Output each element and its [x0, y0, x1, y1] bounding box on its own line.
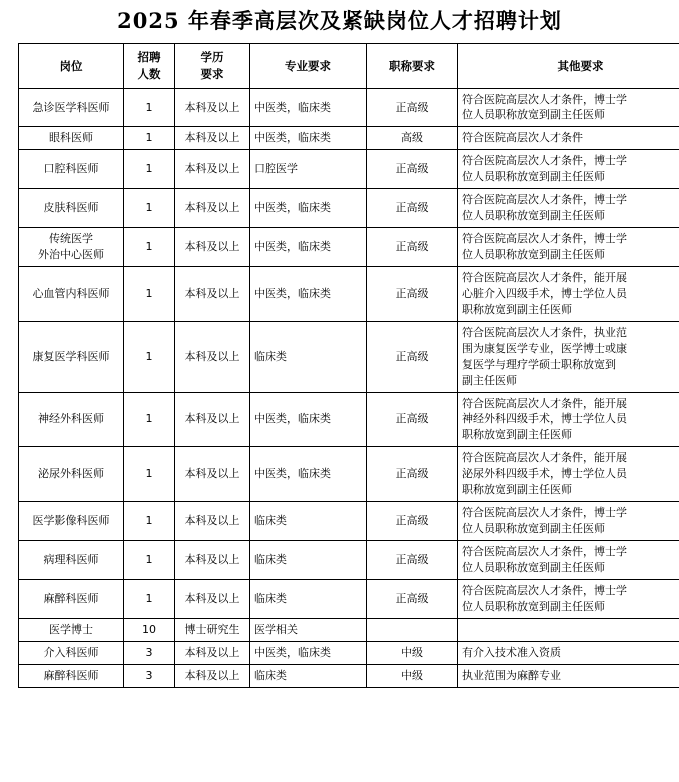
cell-professional-title: 中级: [367, 664, 458, 687]
cell-post: [19, 641, 124, 664]
cell-line: 职称放宽到副主任医师: [462, 482, 679, 498]
column-header-major: 专业要求: [250, 44, 367, 88]
table-row: [19, 664, 679, 687]
table-row: [19, 579, 679, 618]
cell-education: 本科及以上: [175, 127, 250, 150]
table-row: [19, 502, 679, 541]
document-page: [0, 8, 679, 688]
cell-major: 中医类，临床类: [250, 266, 367, 321]
column-header-headcount: [124, 44, 175, 88]
cell-other: [458, 641, 679, 664]
column-header-professional-title: 职称要求: [367, 44, 458, 88]
table-row: [19, 321, 679, 392]
cell-post-lines: [23, 286, 119, 302]
cell-line: 符合医院高层次人才条件，执业范: [462, 325, 679, 341]
cell-line: 位人员职称放宽到副主任医师: [462, 208, 679, 224]
cell-line: 符合医院高层次人才条件，博士学: [462, 231, 679, 247]
cell-post: [19, 189, 124, 228]
cell-other-lines: [462, 92, 679, 124]
cell-post: [19, 618, 124, 641]
cell-line: 介入科医师: [23, 645, 119, 661]
cell-line: 职称放宽到副主任医师: [462, 302, 679, 318]
cell-line: 有介入技术准入资质: [462, 645, 679, 661]
cell-other: [458, 618, 679, 641]
cell-other: [458, 579, 679, 618]
header-line: 招聘: [127, 49, 171, 66]
cell-other-lines: [462, 544, 679, 576]
cell-post-lines: [23, 552, 119, 568]
cell-other-lines: [462, 645, 679, 661]
cell-line: 符合医院高层次人才条件，博士学: [462, 92, 679, 108]
cell-major: 医学相关: [250, 618, 367, 641]
cell-post: [19, 150, 124, 189]
cell-other: [458, 502, 679, 541]
table-body: [19, 88, 679, 687]
table-row: [19, 127, 679, 150]
cell-other-lines: [462, 623, 679, 637]
page-title: 2025 年春季高层次及紧缺岗位人才招聘计划: [18, 8, 661, 33]
cell-line: 符合医院高层次人才条件，博士学: [462, 192, 679, 208]
cell-post: [19, 266, 124, 321]
cell-other-lines: [462, 325, 679, 389]
cell-major: 口腔医学: [250, 150, 367, 189]
cell-professional-title: 正高级: [367, 228, 458, 267]
cell-education: 本科及以上: [175, 392, 250, 447]
cell-post-lines: [23, 161, 119, 177]
column-header-headcount-lines: [127, 49, 171, 82]
cell-headcount: 1: [124, 88, 175, 127]
header-line: 人数: [127, 66, 171, 83]
cell-line: 泌尿外科医师: [23, 466, 119, 482]
cell-line: 医学博士: [23, 622, 119, 638]
cell-line: 神经外科四级手术，博士学位人员: [462, 411, 679, 427]
cell-line: 神经外科医师: [23, 411, 119, 427]
table-row: [19, 189, 679, 228]
cell-line: 眼科医师: [23, 130, 119, 146]
cell-post-lines: [23, 411, 119, 427]
cell-line: 职称放宽到副主任医师: [462, 427, 679, 443]
cell-education: 本科及以上: [175, 150, 250, 189]
cell-headcount: 1: [124, 579, 175, 618]
cell-other-lines: [462, 192, 679, 224]
column-header-education: [175, 44, 250, 88]
cell-major: 临床类: [250, 541, 367, 580]
cell-headcount: 10: [124, 618, 175, 641]
cell-line: 皮肤科医师: [23, 200, 119, 216]
cell-other-lines: [462, 130, 679, 146]
cell-line: 符合医院高层次人才条件: [462, 130, 679, 146]
cell-professional-title: 正高级: [367, 541, 458, 580]
cell-education: 本科及以上: [175, 541, 250, 580]
cell-major: 中医类，临床类: [250, 127, 367, 150]
cell-other: [458, 541, 679, 580]
cell-line: 心脏介入四级手术，博士学位人员: [462, 286, 679, 302]
cell-other-lines: [462, 153, 679, 185]
cell-other: [458, 127, 679, 150]
cell-professional-title: 正高级: [367, 150, 458, 189]
cell-post-lines: [23, 513, 119, 529]
cell-line: 心血管内科医师: [23, 286, 119, 302]
cell-other: [458, 447, 679, 502]
cell-post-lines: [23, 591, 119, 607]
cell-post-lines: [23, 231, 119, 263]
recruitment-plan-table: [18, 43, 679, 687]
cell-education: 博士研究生: [175, 618, 250, 641]
cell-line: 医学影像科医师: [23, 513, 119, 529]
header-line: 要求: [178, 66, 246, 83]
cell-education: 本科及以上: [175, 579, 250, 618]
table-header-row: [19, 44, 679, 88]
cell-headcount: 1: [124, 447, 175, 502]
cell-headcount: 1: [124, 228, 175, 267]
cell-line: 麻醉科医师: [23, 591, 119, 607]
cell-major: 中医类，临床类: [250, 189, 367, 228]
cell-other-lines: [462, 583, 679, 615]
cell-major: 中医类，临床类: [250, 228, 367, 267]
cell-education: 本科及以上: [175, 502, 250, 541]
cell-major: 中医类，临床类: [250, 88, 367, 127]
cell-line: 符合医院高层次人才条件，博士学: [462, 544, 679, 560]
cell-post: [19, 664, 124, 687]
table-row: [19, 392, 679, 447]
cell-major: 中医类，临床类: [250, 447, 367, 502]
cell-post: [19, 541, 124, 580]
cell-line: 符合医院高层次人才条件，博士学: [462, 505, 679, 521]
cell-line: 泌尿外科四级手术，博士学位人员: [462, 466, 679, 482]
cell-other: [458, 321, 679, 392]
cell-headcount: 1: [124, 266, 175, 321]
cell-other: [458, 228, 679, 267]
cell-other: [458, 150, 679, 189]
cell-other: [458, 189, 679, 228]
cell-post: [19, 228, 124, 267]
cell-line: 符合医院高层次人才条件，能开展: [462, 396, 679, 412]
cell-line: 围为康复医学专业，医学博士或康: [462, 341, 679, 357]
cell-professional-title: 中级: [367, 641, 458, 664]
cell-other: [458, 88, 679, 127]
table-row: [19, 447, 679, 502]
table-row: [19, 266, 679, 321]
cell-major: 临床类: [250, 664, 367, 687]
cell-line: 复医学与理疗学硕士职称放宽到: [462, 357, 679, 373]
cell-post-lines: [23, 100, 119, 116]
cell-line: 符合医院高层次人才条件，博士学: [462, 153, 679, 169]
cell-professional-title: 正高级: [367, 321, 458, 392]
cell-line: 执业范围为麻醉专业: [462, 668, 679, 684]
cell-professional-title: 正高级: [367, 447, 458, 502]
cell-other: [458, 392, 679, 447]
table-row: [19, 618, 679, 641]
cell-post: [19, 88, 124, 127]
table-row: [19, 641, 679, 664]
column-header-other: 其他要求: [458, 44, 679, 88]
cell-headcount: 3: [124, 641, 175, 664]
header-line: 学历: [178, 49, 246, 66]
column-header-post: 岗位: [19, 44, 124, 88]
cell-education: 本科及以上: [175, 321, 250, 392]
cell-education: 本科及以上: [175, 228, 250, 267]
cell-post: [19, 321, 124, 392]
cell-professional-title: 正高级: [367, 266, 458, 321]
cell-line: 符合医院高层次人才条件，博士学: [462, 583, 679, 599]
cell-headcount: 1: [124, 392, 175, 447]
cell-major: 中医类，临床类: [250, 641, 367, 664]
cell-headcount: 1: [124, 150, 175, 189]
cell-line: 位人员职称放宽到副主任医师: [462, 247, 679, 263]
cell-education: 本科及以上: [175, 88, 250, 127]
cell-line: 位人员职称放宽到副主任医师: [462, 599, 679, 615]
cell-professional-title: [367, 618, 458, 641]
cell-education: 本科及以上: [175, 266, 250, 321]
cell-education: 本科及以上: [175, 641, 250, 664]
cell-line: 急诊医学科医师: [23, 100, 119, 116]
cell-post-lines: [23, 668, 119, 684]
cell-other: [458, 266, 679, 321]
cell-post-lines: [23, 622, 119, 638]
cell-line: 麻醉科医师: [23, 668, 119, 684]
cell-line: 位人员职称放宽到副主任医师: [462, 169, 679, 185]
table-row: [19, 541, 679, 580]
cell-post-lines: [23, 130, 119, 146]
cell-line: [462, 623, 679, 637]
cell-post: [19, 127, 124, 150]
cell-line: 符合医院高层次人才条件，能开展: [462, 450, 679, 466]
table-row: [19, 228, 679, 267]
cell-other-lines: [462, 668, 679, 684]
cell-post-lines: [23, 645, 119, 661]
cell-line: 康复医学科医师: [23, 349, 119, 365]
cell-headcount: 1: [124, 541, 175, 580]
cell-line: 传统医学: [23, 231, 119, 247]
cell-other-lines: [462, 505, 679, 537]
cell-major: 临床类: [250, 321, 367, 392]
cell-headcount: 3: [124, 664, 175, 687]
cell-post: [19, 579, 124, 618]
cell-line: 位人员职称放宽到副主任医师: [462, 521, 679, 537]
cell-professional-title: 正高级: [367, 392, 458, 447]
cell-headcount: 1: [124, 189, 175, 228]
table-row: [19, 150, 679, 189]
cell-line: 口腔科医师: [23, 161, 119, 177]
cell-professional-title: 正高级: [367, 579, 458, 618]
cell-headcount: 1: [124, 321, 175, 392]
table-header: [19, 44, 679, 88]
cell-line: 位人员职称放宽到副主任医师: [462, 560, 679, 576]
cell-professional-title: 正高级: [367, 189, 458, 228]
cell-post: [19, 502, 124, 541]
cell-education: 本科及以上: [175, 447, 250, 502]
cell-post-lines: [23, 200, 119, 216]
cell-major: 中医类，临床类: [250, 392, 367, 447]
cell-post-lines: [23, 466, 119, 482]
column-header-education-lines: [178, 49, 246, 82]
cell-line: 符合医院高层次人才条件，能开展: [462, 270, 679, 286]
cell-line: 副主任医师: [462, 373, 679, 389]
table-row: [19, 88, 679, 127]
cell-major: 临床类: [250, 579, 367, 618]
cell-other-lines: [462, 231, 679, 263]
cell-other-lines: [462, 396, 679, 444]
cell-line: 位人员职称放宽到副主任医师: [462, 107, 679, 123]
cell-headcount: 1: [124, 127, 175, 150]
cell-education: 本科及以上: [175, 664, 250, 687]
cell-professional-title: 正高级: [367, 502, 458, 541]
cell-education: 本科及以上: [175, 189, 250, 228]
cell-other-lines: [462, 450, 679, 498]
cell-post-lines: [23, 349, 119, 365]
cell-professional-title: 高级: [367, 127, 458, 150]
cell-line: 外治中心医师: [23, 247, 119, 263]
cell-post: [19, 447, 124, 502]
cell-post: [19, 392, 124, 447]
cell-professional-title: 正高级: [367, 88, 458, 127]
cell-other: [458, 664, 679, 687]
cell-line: 病理科医师: [23, 552, 119, 568]
cell-other-lines: [462, 270, 679, 318]
cell-major: 临床类: [250, 502, 367, 541]
cell-headcount: 1: [124, 502, 175, 541]
